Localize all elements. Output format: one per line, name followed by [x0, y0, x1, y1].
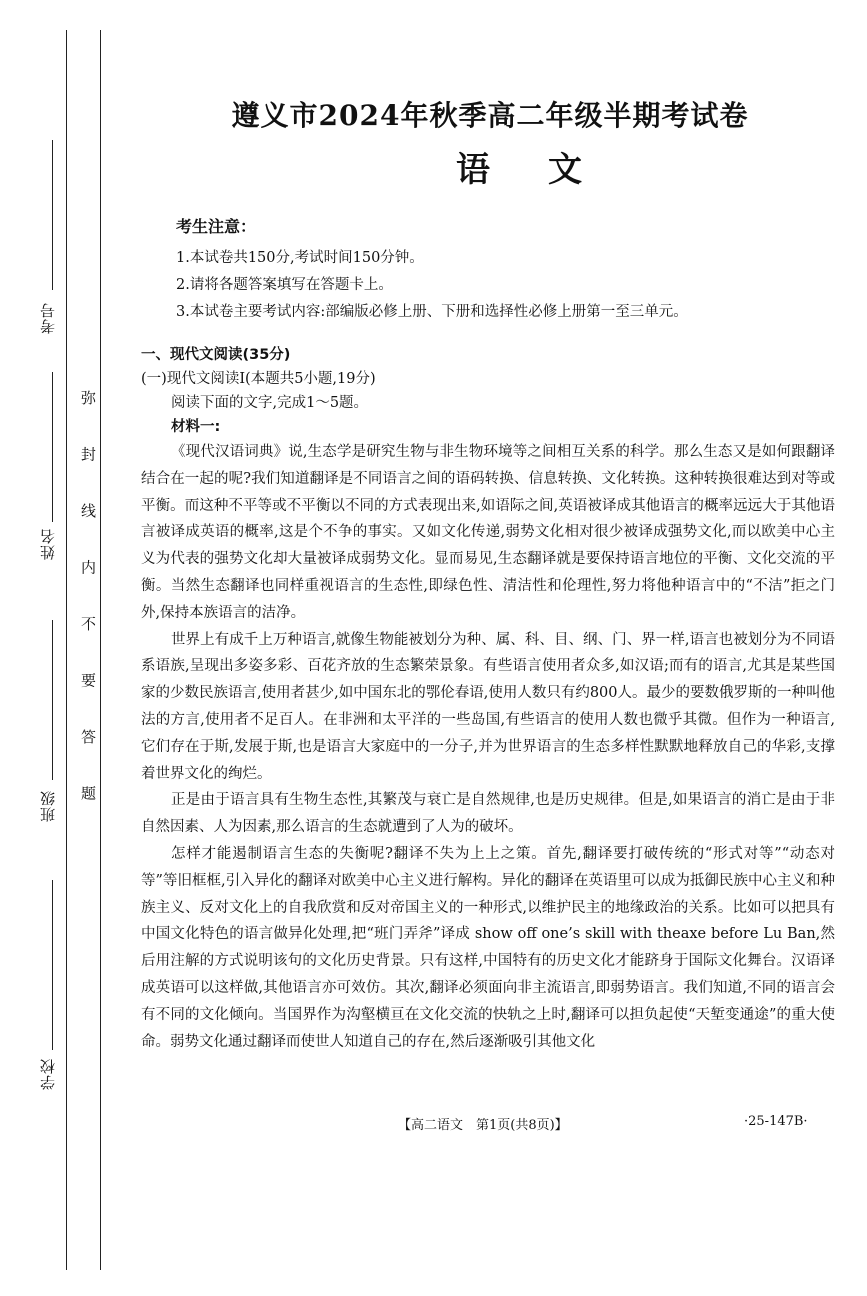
section-heading: 一、现代文阅读(35分)	[141, 347, 291, 363]
notice-heading: 考生注意：	[176, 217, 257, 236]
candidate-no-label: 考号	[39, 302, 57, 334]
paragraph: 正是由于语言具有生物生态性,其繁茂与衰亡是自然规律,也是历史规律。但是,如果语言的消亡是由于非自然因素、人为因素,那么语言的生态就遭到了人为的破坏。	[141, 792, 835, 836]
paragraph: 世界上有成千上万种语言,就像生物能被划分为种、属、科、目、纲、门、界一样,语言也被划分为不同语系语族,呈现出多姿多彩、百花齐放的生态繁荣景象。有些语言使用者众多,如汉语;而有的语言,尤其是某些国家的少数民族语言,使用者甚少,如中国东北的鄂伦春语,使用人数只有约800人。最少的要数俄罗斯的一种叫他法的方言,使用者不足百人。在非洲和太平洋的一些岛国,有些语言的使用人数也微乎其微。但作为一种语言,它们存在于斯,发展于斯,也是语言大家庭中的一分子,并为世界语言的生态多样性默默地释放自己的华彩,支撑着世界文化的绚烂。	[141, 631, 835, 782]
paragraph: 《现代汉语词典》说,生态学是研究生物与非生物环境等之间相互关系的科学。那么生态又是如何跟翻译结合在一起的呢?我们知道翻译是不同语言之间的语码转换、信息转换、文化转换。这种转换很难达到对等或平衡。而这种不平等或不平衡以不同的方式表现出来,如语际之间,英语被译成其他语言的概率远远大于其他语言被译成英语的概率,这是个不争的事实。又如文化传递,弱势文化相对很少被译成强势文化,而以欧美中心主义为代表的强势文化却大量被译成弱势文化。显而易见,生态翻译就是要保持语言地位的平衡、文化交流的平衡。当然生态翻译也同样重视语言的生态性,即绿色性、清洁性和伦理性,努力将他种语言中的“不洁”拒之门外,保持本族语言的洁净。	[141, 444, 835, 621]
binding-strip	[0, 0, 130, 1296]
name-label: 姓名	[39, 528, 57, 560]
exam-title: 遵义市2024年秋季高二年级半期考试卷	[231, 99, 749, 132]
notice-item: 3.本试卷主要考试内容:部编版必修上册、下册和选择性必修上册第一至三单元。	[176, 304, 688, 320]
notice-item: 2.请将各题答案填写在答题卡上。	[176, 277, 393, 293]
material-label: 材料一:	[171, 419, 221, 435]
page-number: 【高二语文 第1页(共8页)】	[398, 1118, 568, 1133]
paper-code: ·25-147B·	[744, 1114, 808, 1129]
instruction: 阅读下面的文字,完成1～5题。	[171, 395, 369, 411]
subsection-heading: (一)现代文阅读Ⅰ(本题共5小题,19分)	[141, 371, 376, 387]
notice-item: 1.本试卷共150分,考试时间150分钟。	[176, 250, 424, 266]
school-label: 学校	[39, 1058, 57, 1090]
subject-title: 语文	[456, 150, 640, 190]
school-field[interactable]	[52, 880, 53, 1050]
reading-section	[141, 343, 835, 1055]
binding-line-outer	[66, 30, 67, 1270]
candidate-no-field[interactable]	[52, 140, 53, 290]
paragraph: 怎样才能遏制语言生态的失衡呢?翻译不失为上上之策。首先,翻译要打破传统的“形式对等”“动态对等”等旧框框,引入异化的翻译对欧美中心主义进行解构。异化的翻译在英语里可以成为抵御民族中心主义和种族主义、反对文化上的自我欣赏和反对帝国主义的一种形式,以维护民主的地缘政治的关系。比如可以把具有中国文化特色的语言做异化处理,把“班门弄斧”译成 show off one’s skill with theaxe before Lu Ban,然后用注解的方式说明该句的文化历史背景。只有这样,中国特有的历史文化才能跻身于国际文化舞台。汉语译成英语可以这样做,其他语言亦可效仿。其次,翻译必须面向非主流语言,即弱势语言。我们知道,不同的语言会有不同的文化倾向。当国界作为沟壑横亘在文化交流的快轨之上时,翻译可以担负起使“天堑变通途”的重大使命。弱势文化通过翻译而使世人知道自己的存在,然后逐渐吸引其他文化	[141, 845, 835, 1050]
class-field[interactable]	[52, 620, 53, 780]
seal-warning: 弥封线内不要答题	[79, 390, 97, 842]
binding-line-inner	[100, 30, 101, 1270]
name-field[interactable]	[52, 372, 53, 522]
class-label: 班级	[39, 790, 57, 822]
notice-box	[176, 214, 688, 326]
